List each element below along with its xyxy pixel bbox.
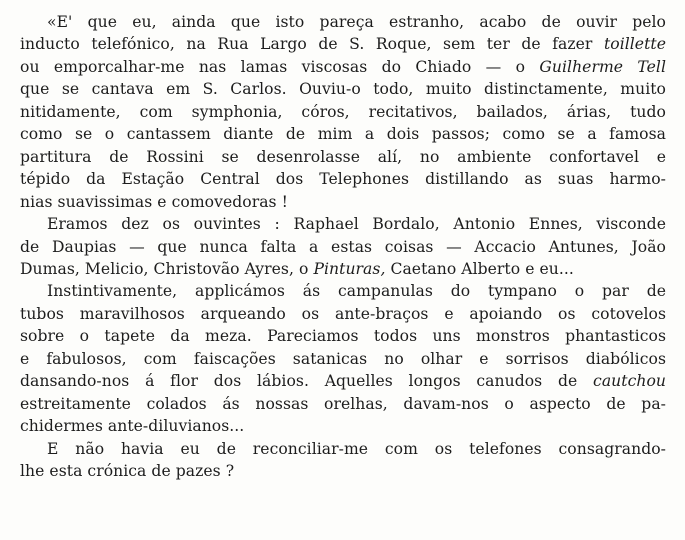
text-segment: partitura de Rossini se desenrolasse alí, no ambiente confortavel e [20, 147, 666, 166]
text-line [47, 11, 666, 33]
text-segment: chidermes ante-diluvianos... [20, 417, 245, 436]
text-line [20, 415, 666, 437]
text-line [20, 325, 666, 347]
text-segment: nias suavissimas e comovedoras ! [20, 192, 288, 211]
text-line [47, 280, 666, 302]
text-line [20, 236, 666, 258]
text-segment: Instintivamente, applicámos ás campanulas do tympano o par de [47, 282, 666, 301]
text-line [20, 191, 666, 213]
text-segment: inducto telefónico, na Rua Largo de S. Roque, sem ter de fazer [20, 35, 604, 54]
text-segment: tubos maravilhosos arqueando os ante-braços e apoiando os cotovelos [20, 304, 666, 323]
text-segment: que se cantava em S. Carlos. Ouviu-o todo, muito distinctamente, muito [20, 80, 666, 99]
text-line [20, 370, 666, 392]
text-line [20, 123, 666, 145]
text-line [20, 258, 666, 280]
text-segment: tépido da Estação Central dos Telephones distillando as suas harmo- [20, 170, 666, 189]
text-segment: de Daupias — que nunca falta a estas coisas — Accacio Antunes, João [20, 237, 666, 256]
text-segment: sobre o tapete da meza. Pareciamos todos uns monstros phantasticos [20, 327, 666, 346]
text-line [20, 168, 666, 190]
text-line [20, 348, 666, 370]
text-segment: Eramos dez os ouvintes : Raphael Bordalo, Antonio Ennes, visconde [47, 215, 666, 234]
text-line [20, 303, 666, 325]
italic-text-segment: Pinturas, [313, 259, 386, 278]
text-segment: ou emporcalhar-me nas lamas viscosas do Chiado — o [20, 57, 540, 76]
text-segment: nitidamente, com symphonia, córos, recitativos, bailados, árias, tudo [20, 102, 666, 121]
italic-text-segment: cautchou [593, 372, 666, 391]
text-segment: estreitamente colados ás nossas orelhas, davam-nos o aspecto de pa- [20, 394, 666, 413]
italic-text-segment: Guilherme Tell [539, 57, 666, 76]
text-line [47, 213, 666, 235]
text-segment: Caetano Alberto e eu... [385, 259, 574, 278]
text-line [20, 101, 666, 123]
text-line [20, 56, 666, 78]
text-segment: lhe esta crónica de pazes ? [20, 462, 235, 480]
text-line [20, 393, 666, 415]
italic-text-segment: toillette [603, 35, 666, 54]
text-segment: e fabulosos, com faiscações satanicas no olhar e sorrisos diabólicos [20, 349, 666, 368]
text-line [20, 78, 666, 100]
text-line [20, 33, 666, 55]
text-line [20, 460, 666, 482]
text-line [20, 146, 666, 168]
text-segment: dansando-nos á flor dos lábios. Aquelles longos canudos de [20, 372, 594, 391]
text-segment: Dumas, Melicio, Christovão Ayres, o [20, 259, 314, 278]
text-segment: E não havia eu de reconciliar-me com os telefones consagrando- [47, 439, 666, 458]
text-segment: como se o cantassem diante de mim a dois passos; como se a famosa [20, 125, 666, 144]
text-segment: «E' que eu, ainda que isto pareça estranho, acabo de ouvir pelo [47, 13, 666, 31]
text-line [47, 438, 666, 460]
